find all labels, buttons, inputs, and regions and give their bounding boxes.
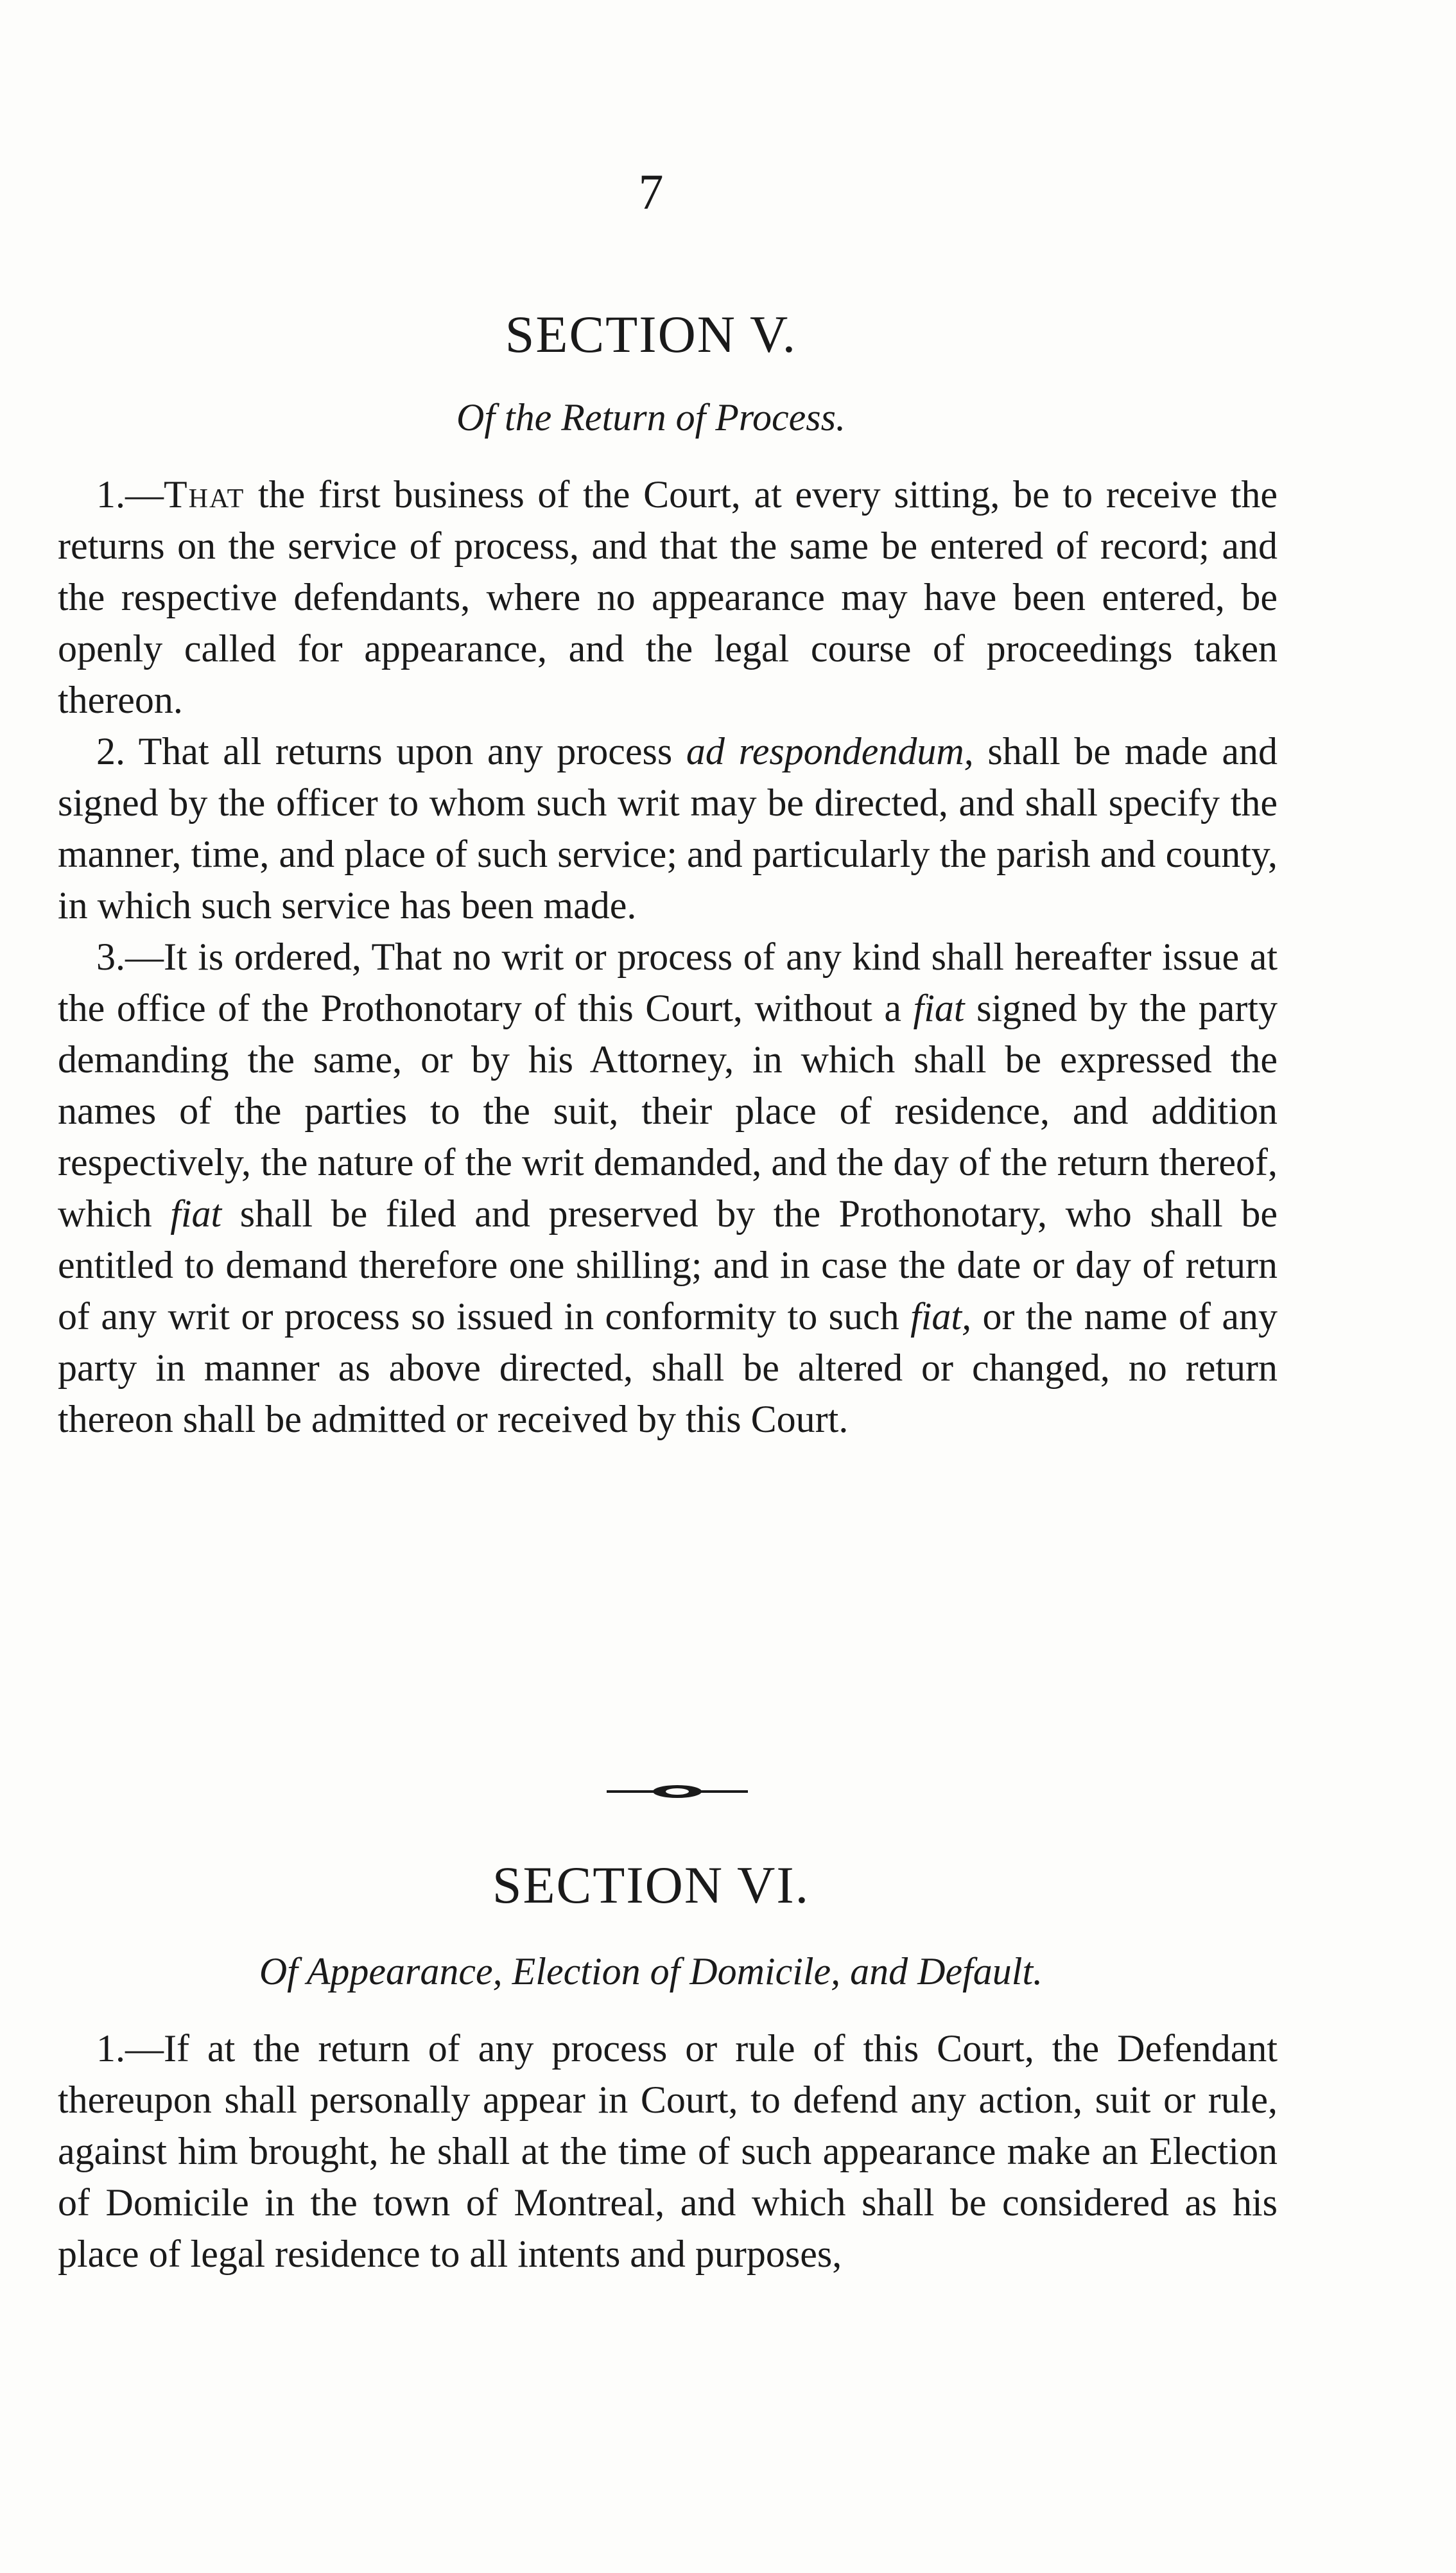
page-number: 7: [638, 164, 664, 220]
section-vi-heading: SECTION VI.: [492, 1856, 810, 1914]
section-v-paragraph-2: [58, 726, 1278, 931]
section-v-subtitle: Of the Return of Process.: [456, 396, 845, 439]
paragraph-text: signed by the party demanding the same, or by his Attorney, in which shall be expressed the names of the parties to the suit, their place of residence, and addition respectively, the nature of the writ demanded, and the day of the return thereof, which: [58, 987, 1278, 1235]
paragraph-number: 1.—: [96, 2027, 164, 2070]
paragraph-italic-term: ad respondendum,: [686, 730, 974, 772]
ornament-divider: [607, 1779, 748, 1804]
paragraph-number: 1.—: [96, 473, 164, 516]
paragraph-number: 2.: [96, 730, 125, 772]
paragraph-italic-term: fiat: [170, 1192, 222, 1235]
paragraph-number: 3.—: [96, 936, 164, 978]
section-v-body: [58, 469, 1278, 1445]
section-v-heading: SECTION V.: [505, 305, 797, 363]
section-v-paragraph-1: [58, 469, 1278, 726]
paragraph-text: the first business of the Court, at every sitting, be to receive the returns on the service of process, and that the same be entered of record; and the respective defendants, where no appearance may have been entered, be openly called for appearance, and the legal course of proceedings taken thereon.: [58, 473, 1278, 721]
section-vi-body: [58, 2023, 1278, 2280]
paragraph-text: If at the return of any process or rule of this Court, the Defendant thereupon shall personally appear in Court, to defend any action, suit or rule, against him brought, he shall at the time of such appearance make an Election of Domicile in the town of Montreal, and which shall be considered as his place of legal residence to all intents and purposes,: [58, 2027, 1278, 2275]
paragraph-lead-word: That: [164, 473, 245, 516]
paragraph-text: or the name of any party in manner as above directed, shall be altered or changed, no return thereon shall be admitted or received by this Court.: [58, 1295, 1278, 1440]
paragraph-italic-term: fiat,: [910, 1295, 972, 1338]
section-vi-subtitle: Of Appearance, Election of Domicile, and Default.: [259, 1950, 1043, 1993]
paragraph-text: That all returns upon any process: [125, 730, 686, 772]
section-vi-paragraph-1: [58, 2023, 1278, 2280]
paragraph-text: shall be made and signed by the officer to whom such writ may be directed, and shall specify the manner, time, and place of such service; and particularly the parish and county, in which such service has been made.: [58, 730, 1278, 927]
paragraph-text: It is ordered, That no writ or process of any kind shall hereafter issue at the office of the Prothonotary of this Court, without a: [58, 936, 1278, 1029]
paragraph-text: shall be filed and preserved by the Prothonotary, who shall be entitled to demand therefore one shilling; and in case the date or day of return of any writ or process so issued in conformity to such: [58, 1192, 1278, 1338]
paragraph-italic-term: fiat: [913, 987, 965, 1029]
section-v-paragraph-3: [58, 931, 1278, 1445]
